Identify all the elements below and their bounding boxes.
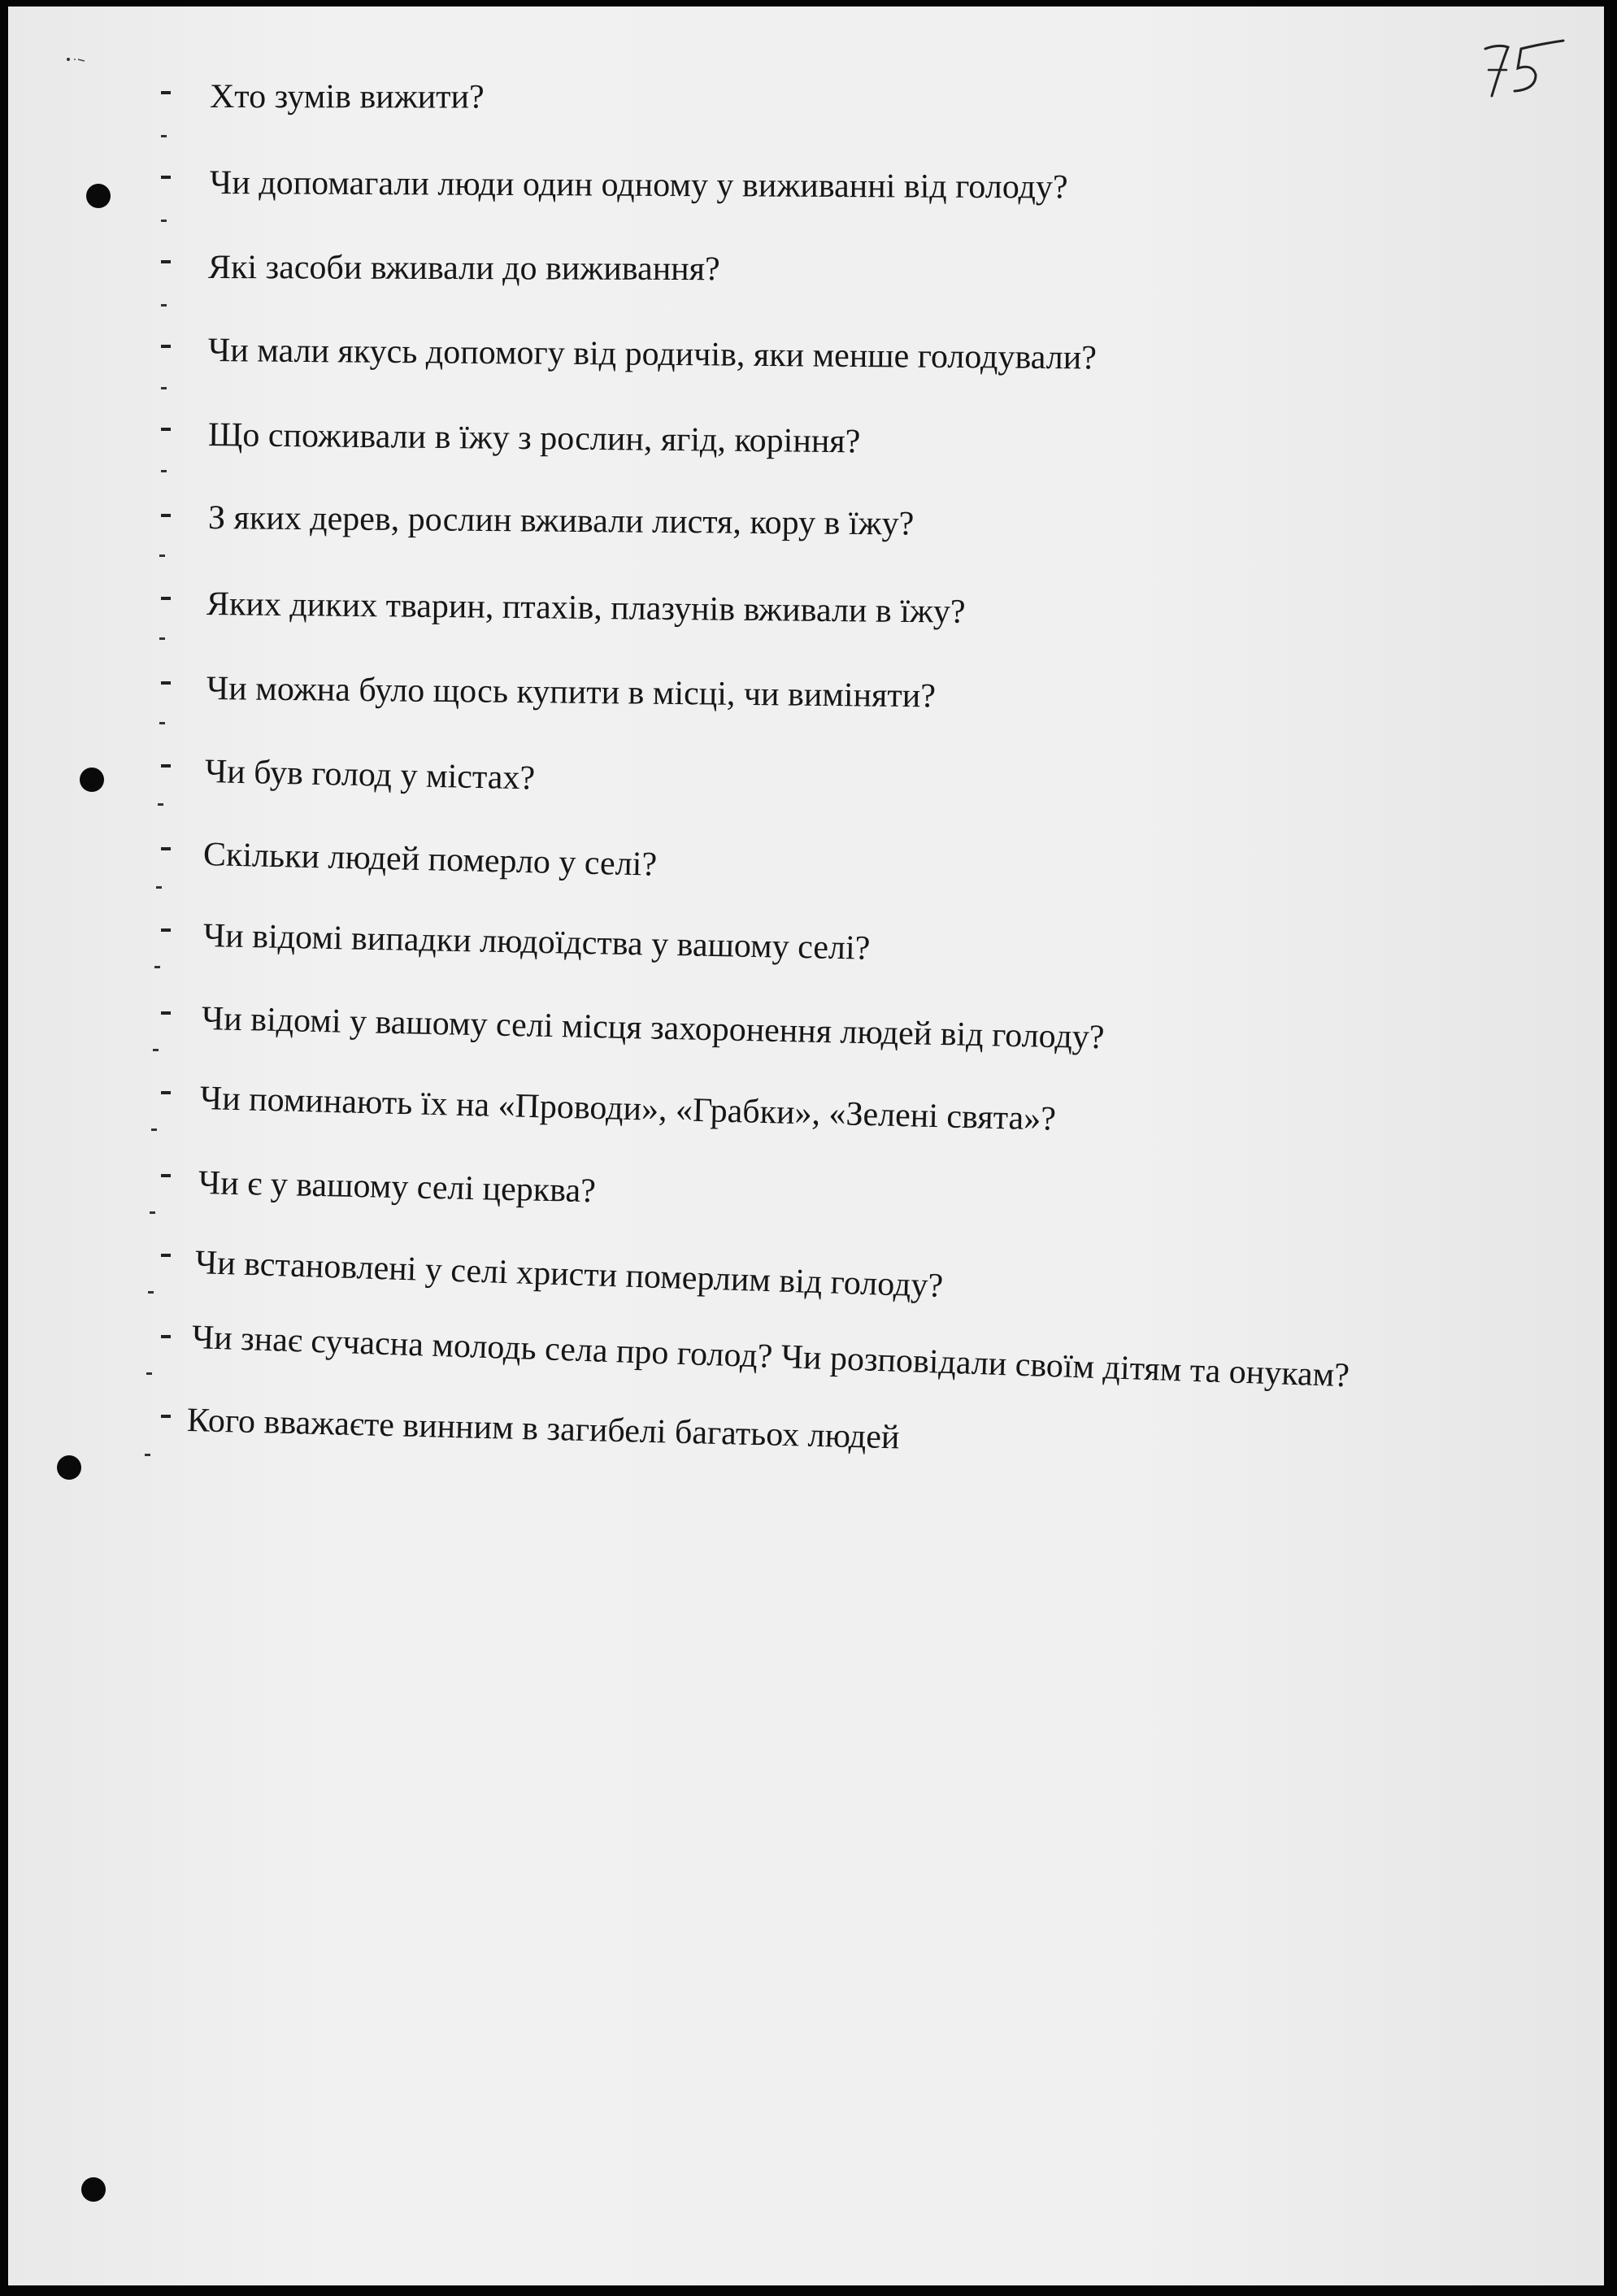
question-item: Що споживали в їжу з рослин, ягід, коріння? — [207, 416, 861, 461]
question-item: Чи можна було щось купити в місці, чи виміняти? — [206, 670, 937, 715]
question-item: Чи допомагали люди один одному у виживанні від голоду? — [209, 164, 1068, 207]
question-item: Чи знає сучасна молодь села про голод? Чи розповідали своїм дітям та онукам? — [191, 1319, 1350, 1395]
question-item: Чи відомі випадки людоїдства у вашому селі? — [202, 917, 871, 968]
question-item: Які засоби вживали до виживання? — [207, 249, 720, 289]
paper-sheet — [8, 7, 1604, 2285]
question-item: Чи мали якусь допомогу від родичів, яки менше голодували? — [207, 332, 1098, 377]
question-item: Яких диких тварин, птахів, плазунів вживали в їжу? — [206, 585, 966, 631]
question-item: Чи встановлені у селі христи померлим від голоду? — [194, 1244, 944, 1305]
question-item: Хто зумів вижити? — [209, 78, 485, 116]
question-item: Чи відомі у вашому селі місця захоронення людей від голоду? — [201, 1000, 1105, 1057]
question-list — [8, 7, 1604, 2285]
question-item: Чи поминають їх на «Проводи», «Грабки», «Зелені свята»? — [199, 1080, 1057, 1138]
question-item: Кого вважаєте винним в загибелі багатьох людей — [186, 1402, 900, 1457]
question-item: Скільки людей померло у селі? — [202, 836, 658, 884]
question-item: Чи є у вашому селі церква? — [198, 1164, 597, 1211]
question-item: Чи був голод у містах? — [204, 753, 536, 798]
question-item: З яких дерев, рослин вживали листя, кору в їжу? — [207, 499, 915, 543]
